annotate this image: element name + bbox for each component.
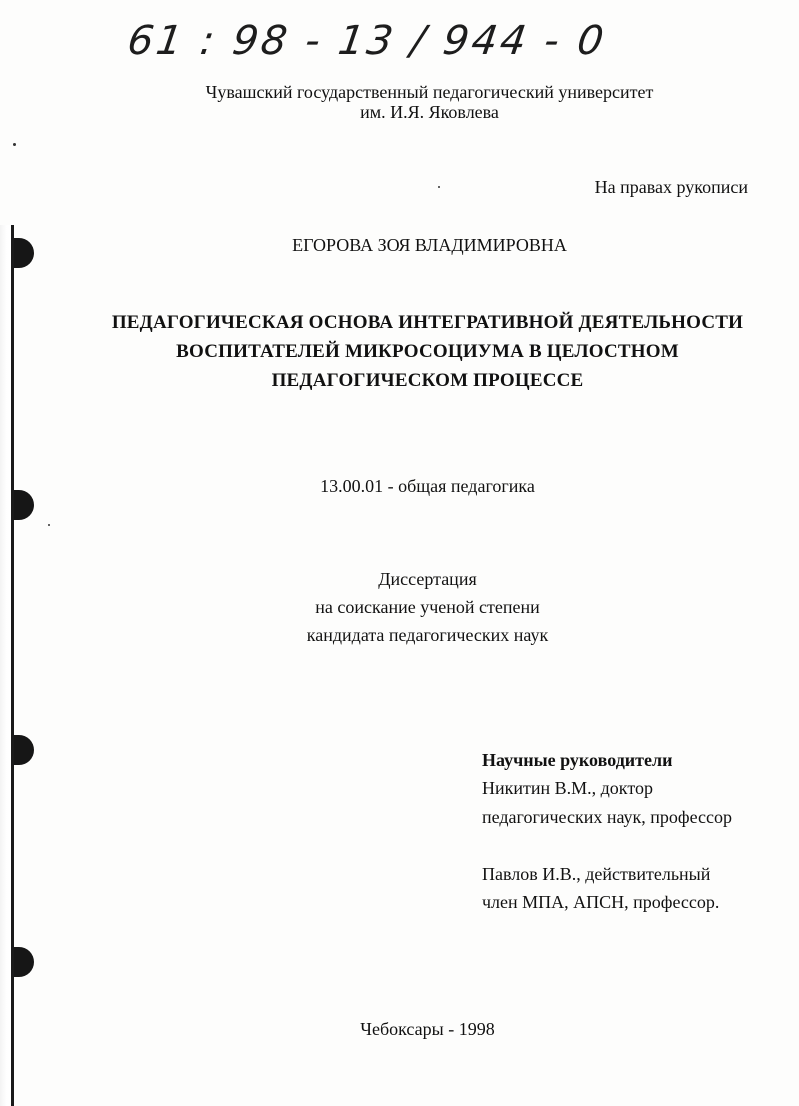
author-name: ЕГОРОВА ЗОЯ ВЛАДИМИРОВНА xyxy=(292,235,567,255)
university-named-after: им. И.Я. Яковлева xyxy=(360,102,499,122)
supervisor-line: педагогических наук, профессор xyxy=(482,807,733,827)
university-name: Чувашский государственный педагогический университет xyxy=(205,82,654,102)
dissertation-title-line: ПЕДАГОГИЧЕСКАЯ ОСНОВА ИНТЕГРАТИВНОЙ ДЕЯТЕЛЬНОСТИ xyxy=(111,312,744,333)
degree-line: Диссертация xyxy=(378,569,477,589)
specialty-code: 13.00.01 - общая педагогика xyxy=(320,476,535,496)
handwritten-catalog-number: 61 : 98 - 13 / 944 - 0 xyxy=(124,18,610,64)
binding-hole-mark xyxy=(14,735,34,765)
scan-speck xyxy=(48,524,50,526)
degree-line: кандидата педагогических наук xyxy=(306,625,549,645)
scan-speck xyxy=(438,186,440,188)
binding-edge xyxy=(0,225,14,1106)
scan-speck xyxy=(13,143,16,146)
binding-hole-mark xyxy=(14,947,34,977)
manuscript-note: На правах рукописи xyxy=(594,177,748,197)
supervisors-heading: Научные руководители xyxy=(482,750,673,770)
dissertation-title-line: ПЕДАГОГИЧЕСКОМ ПРОЦЕССЕ xyxy=(271,370,584,391)
supervisor-line: Павлов И.В., действительный xyxy=(482,864,711,884)
city-year: Чебоксары - 1998 xyxy=(360,1019,495,1039)
degree-line: на соискание ученой степени xyxy=(315,597,540,617)
supervisor-line: член МПА, АПСН, профессор. xyxy=(482,892,720,912)
supervisor-line: Никитин В.М., доктор xyxy=(482,778,653,798)
dissertation-title-line: ВОСПИТАТЕЛЕЙ МИКРОСОЦИУМА В ЦЕЛОСТНОМ xyxy=(176,341,679,362)
